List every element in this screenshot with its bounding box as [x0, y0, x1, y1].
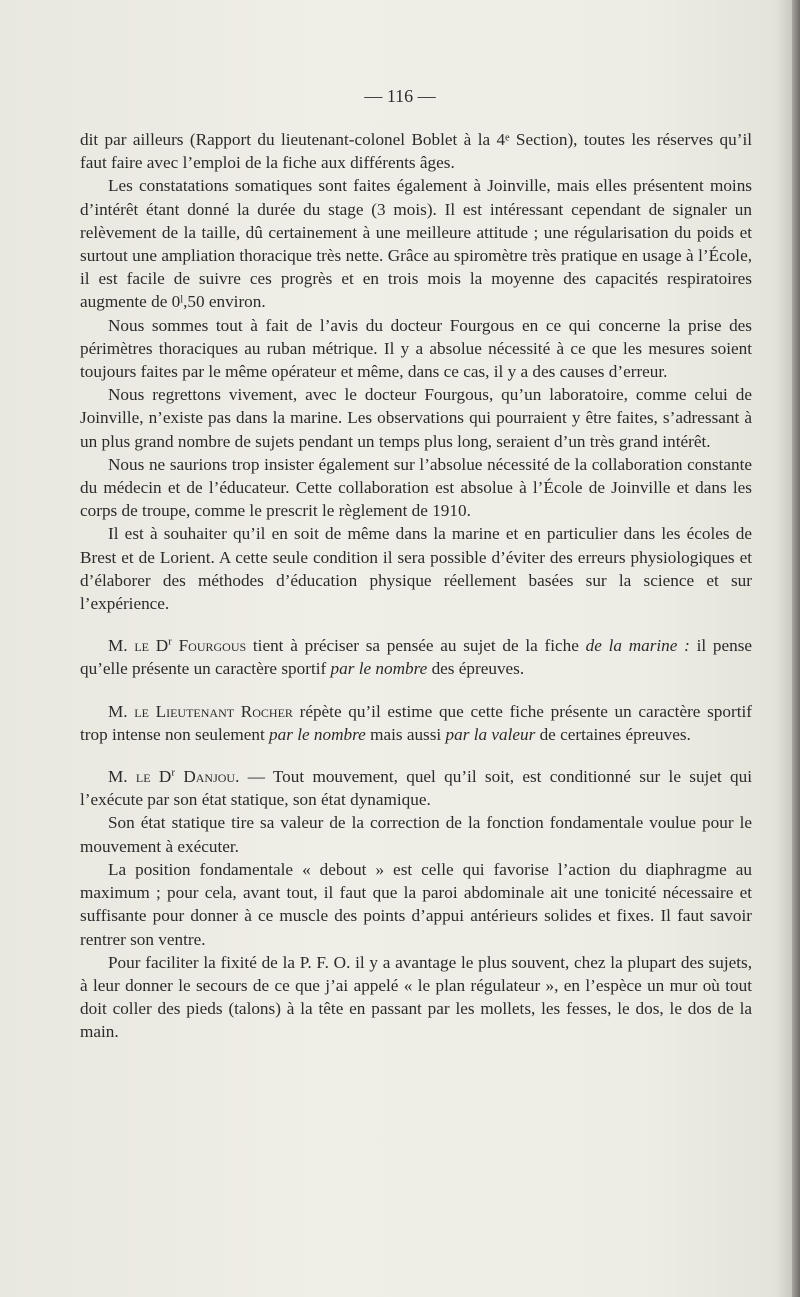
paragraph-perimetres: Nous sommes tout à fait de l’avis du docteur Fourgous en ce qui concerne la prise des périmètres thoraciques au ruban métrique. Il y a absolue nécessité à ce que les mesures soient toujours faites par le même opérateur et même, dans ce cas, il y a des causes d’erreur. [80, 315, 752, 382]
speaker-dr: D [155, 636, 169, 656]
speaker-name: le Lieutenant Rocher [134, 701, 293, 721]
paragraph-constatations: Les constatations somatiques sont faites également à Joinville, mais elles présentent moins d’intérêt étant donné la durée du stage (3 mois). Il est intéressant cependant de signaler un relèvement de la taille, dû certainement à une meilleure attitude ; une régularisation du poids et surtout une ampliation thoracique très nette. Grâce au spiromètre très pratique en usage à l’École, il est facile de suivre ces progrès et en trois mois la moyenne des capacités respiratoires augmente de 0ˡ,50 environ. [80, 176, 752, 312]
paragraph-plan-regulateur: Pour faciliter la fixité de la P. F. O. il y a avantage le plus souvent, chez la plupart des sujets, à leur donner le secours de ce que j’ai appelé « le plan régulateur », en l’espèce un mur où tout doit coller des pieds (talons) à la tête en passant par les mollets, les fesses, le dos, le dos de la main. [80, 952, 752, 1042]
speaker-dr: D [158, 767, 172, 787]
paragraph-continued: dit par ailleurs (Rapport du lieutenant-colonel Boblet à la 4ᵉ Section), toutes les réserves qu’il faut faire avec l’emploi de la fiche aux différents âges. [80, 130, 752, 173]
speech-italic: par la valeur [445, 724, 536, 744]
speech-text: tient à préciser sa pensée au sujet de la fiche [246, 636, 586, 656]
speech-text: il pense qu’elle présente un caractère sportif [80, 636, 753, 679]
speaker-prefix: M. [108, 767, 136, 787]
speaker-prefix: M. [108, 636, 135, 656]
spacer [80, 681, 752, 700]
speech-text: . — Tout mouvement, quel qu’il soit, est conditionné sur le sujet qui l’exécute par son état statique, son état dynamique. [80, 767, 753, 810]
speaker-title: le [134, 636, 149, 656]
speech-italic: par le nombre [269, 724, 366, 744]
paragraph-position-fondamentale: La position fondamentale « debout » est celle qui favorise l’action du diaphragme au maximum ; pour cela, avant tout, il faut que la paroi abdominale ait une tonicité nécessaire et suffisante pour donner à ce muscle des points d’appui antérieurs solides et fixes. Il faut savoir rentrer son ventre. [80, 859, 752, 949]
spacer [80, 746, 752, 765]
speaker-dr-sup: r [168, 635, 172, 648]
speech-italic: de la marine : [585, 636, 690, 656]
paragraph-marine: Il est à souhaiter qu’il en soit de même dans la marine et en particulier dans les écoles de Brest et de Lorient. A cette seule condition il sera possible d’éviter des erreurs physiologiques et d’élaborer des méthodes d’éducation physique réellement basées sur la science et sur l’expérience. [80, 524, 752, 614]
speech-text: des épreuves. [427, 659, 525, 679]
page-body [80, 128, 752, 1044]
speech-fourgous [80, 634, 752, 680]
speech-text: répète qu’il estime que cette fiche présente un caractère sportif trop intense non seulement [80, 701, 752, 744]
speaker-prefix: M. [108, 701, 135, 721]
spacer [80, 615, 752, 634]
speech-danjou [80, 765, 752, 811]
paragraph-etat-statique: Son état statique tire sa valeur de la correction de la fonction fondamentale voulue pour le mouvement à exécuter. [80, 813, 752, 856]
page-number: — 116 — [364, 86, 436, 106]
speech-text: mais aussi [365, 724, 446, 744]
paragraph-laboratoire: Nous regrettons vivement, avec le docteur Fourgous, qu’un laboratoire, comme celui de Joinville, n’existe pas dans la marine. Les observations qui pourraient y être faites, s’adressant à un plus grand nombre de sujets pendant un temps plus long, seraient d’un très grand intérêt. [80, 385, 752, 451]
paragraph-collaboration: Nous ne saurions trop insister également sur l’absolue nécessité de la collaboration constante du médecin et de l’éducateur. Cette collaboration est absolue à l’École de Joinville et dans les corps de troupe, comme le prescrit le règlement de 1910. [80, 454, 752, 521]
speaker-name: Fourgous [178, 636, 247, 656]
speech-text: de certaines épreuves. [535, 724, 691, 744]
speaker-title: le [135, 767, 151, 787]
speech-italic: par le nombre [330, 659, 428, 679]
page-edge-shadow [792, 0, 800, 1297]
speaker-dr-sup: r [171, 766, 175, 779]
speaker-name: Danjou [183, 767, 236, 787]
speech-rocher [80, 700, 752, 746]
